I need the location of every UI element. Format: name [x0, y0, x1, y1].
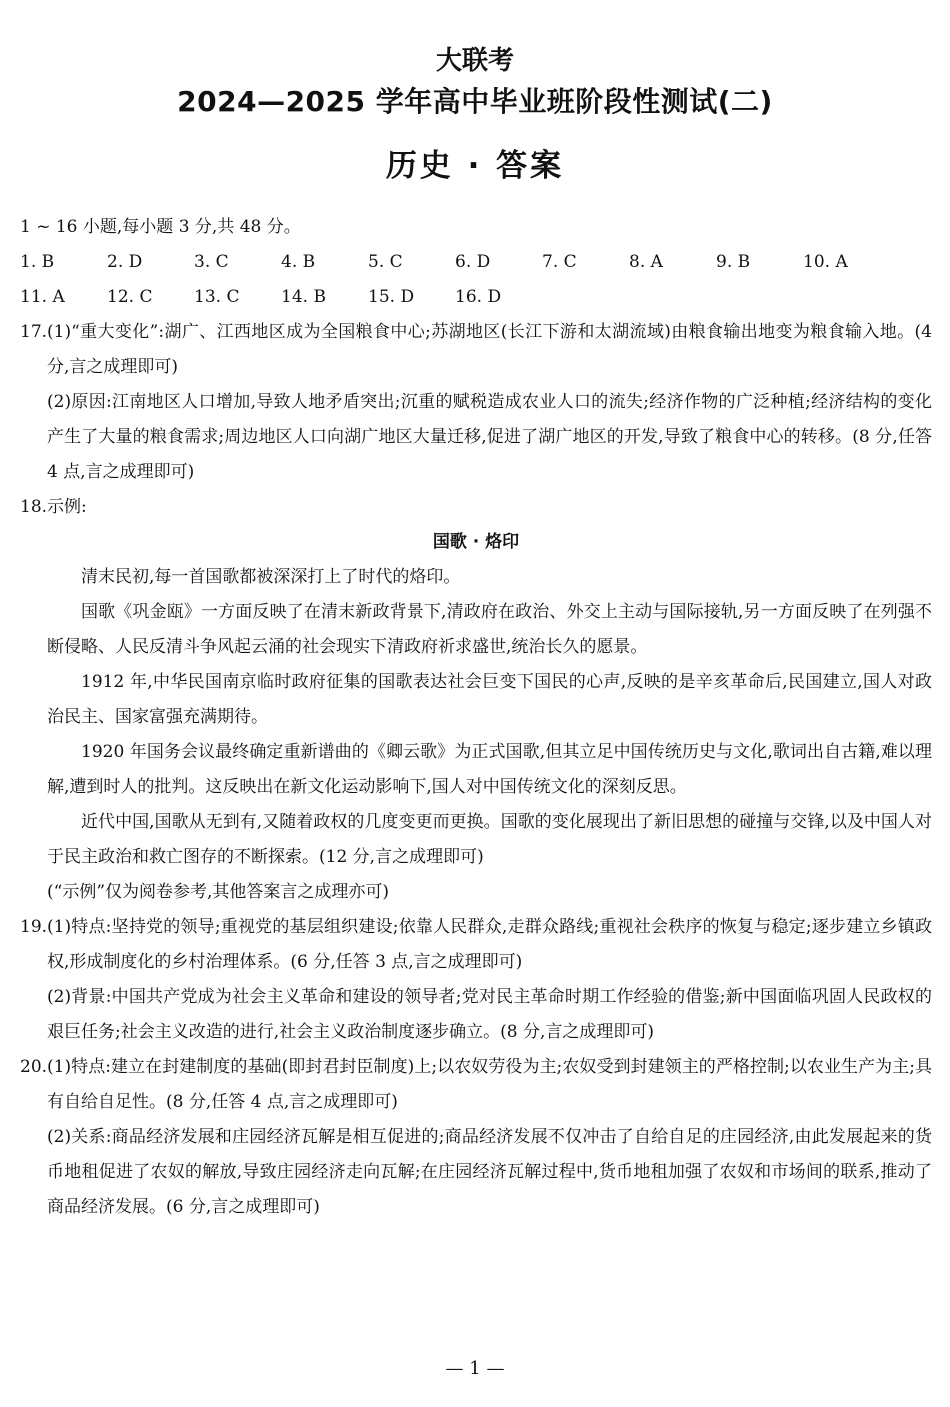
- essay-paragraph: 国歌《巩金瓯》一方面反映了在清末新政背景下,清政府在政治、外交上主动与国际接轨,另一方面反映了在列强不断侵略、人民反清斗争风起云涌的社会现实下清政府祈求盛世,统治长久的愿景。: [47, 602, 932, 657]
- question-19: [20, 910, 932, 1050]
- question-number: 18.: [20, 497, 48, 517]
- mc-answer: 6. D: [455, 252, 491, 272]
- question-20: [20, 1050, 932, 1225]
- essay-paragraph: 1912 年,中华民国南京临时政府征集的国歌表达社会巨变下国民的心声,反映的是辛亥革命后,民国建立,国人对政治民主、国家富强充满期待。: [47, 672, 932, 727]
- answer-part-1: (1)特点:建立在封建制度的基础(即封君封臣制度)上;以农奴劳役为主;农奴受到封建领主的严格控制;以农业生产为主;具有自给自足性。(8 分,任答 4 点,言之成理即可): [47, 1057, 932, 1112]
- essay-paragraph: 近代中国,国歌从无到有,又随着政权的几度变更而更换。国歌的变化展现出了新旧思想的碰撞与交锋,以及中国人对于民主政治和救亡图存的不断探索。(12 分,言之成理即可): [47, 812, 932, 867]
- mc-answer: 14. B: [281, 287, 326, 307]
- mc-answer: 10. A: [803, 252, 848, 272]
- example-label: 示例:: [47, 497, 87, 517]
- essay-paragraph: 清末民初,每一首国歌都被深深打上了时代的烙印。: [81, 567, 461, 587]
- answer-part-1: (1)“重大变化”:湖广、江西地区成为全国粮食中心;苏湖地区(长江下游和太湖流域)由粮食输出地变为粮食输入地。(4 分,言之成理即可): [47, 322, 932, 377]
- answer-part-1: (1)特点:坚持党的领导;重视党的基层组织建设;依靠人民群众,走群众路线;重视社会秩序的恢复与稳定;逐步建立乡镇政权,形成制度化的乡村治理体系。(6 分,任答 3 点,言之成理即可): [47, 917, 932, 972]
- answer-content: [20, 210, 932, 1225]
- question-number: 20.: [20, 1057, 48, 1077]
- answer-part-2: (2)背景:中国共产党成为社会主义革命和建设的领导者;党对民主革命时期工作经验的借鉴;新中国面临巩固人民政权的艰巨任务;社会主义改造的进行,社会主义政治制度逐步确立。(8 分,言之成理即可): [47, 987, 932, 1042]
- mc-answer: 3. C: [194, 252, 229, 272]
- mc-answer: 16. D: [455, 287, 502, 307]
- mc-row-2: [20, 280, 932, 315]
- answer-part-2: (2)关系:商品经济发展和庄园经济瓦解是相互促进的;商品经济发展不仅冲击了自给自足的庄园经济,由此发展起来的货币地租促进了农奴的解放,导致庄园经济走向瓦解;在庄园经济瓦解过程中,货币地租加强了农奴和市场间的联系,推动了商品经济发展。(6 分,言之成理即可): [47, 1127, 932, 1217]
- mc-answer: 4. B: [281, 252, 316, 272]
- mc-intro: 1 ~ 16 小题,每小题 3 分,共 48 分。: [20, 217, 301, 237]
- page-number: — 1 —: [445, 1358, 505, 1379]
- essay-body: [20, 560, 932, 910]
- mc-answer: 12. C: [107, 287, 153, 307]
- mc-answer: 9. B: [716, 252, 751, 272]
- mc-answer: 8. A: [629, 252, 663, 272]
- answer-part-2: (2)原因:江南地区人口增加,导致人地矛盾突出;沉重的赋税造成农业人口的流失;经济作物的广泛种植;经济结构的变化产生了大量的粮食需求;周边地区人口向湖广地区大量迁移,促进了湖广地区的开发,导致了粮食中心的转移。(8 分,任答 4 点,言之成理即可): [47, 392, 932, 482]
- essay-title: 国歌 · 烙印: [432, 532, 520, 552]
- example-note: (“示例”仅为阅卷参考,其他答案言之成理亦可): [47, 882, 390, 902]
- brand-title: 大联考: [435, 46, 514, 76]
- mc-answer: 2. D: [107, 252, 143, 272]
- mc-row-1: [20, 245, 932, 280]
- exam-title: 2024—2025 学年高中毕业班阶段性测试(二): [177, 85, 773, 118]
- mc-answer: 5. C: [368, 252, 403, 272]
- question-number: 19.: [20, 917, 48, 937]
- mc-answer: 7. C: [542, 252, 577, 272]
- mc-answer: 11. A: [20, 287, 65, 307]
- mc-answer: 13. C: [194, 287, 240, 307]
- essay-paragraph: 1920 年国务会议最终确定重新谱曲的《卿云歌》为正式国歌,但其立足中国传统历史与文化,歌词出自古籍,难以理解,遭到时人的批判。这反映出在新文化运动影响下,国人对中国传统文化的深刻反思。: [47, 742, 932, 797]
- mc-answer: 1. B: [20, 252, 55, 272]
- question-number: 17.: [20, 322, 48, 342]
- question-17: [20, 315, 932, 490]
- question-18: [20, 490, 932, 525]
- mc-answer: 15. D: [368, 287, 415, 307]
- subject-title: 历史 · 答案: [385, 148, 565, 184]
